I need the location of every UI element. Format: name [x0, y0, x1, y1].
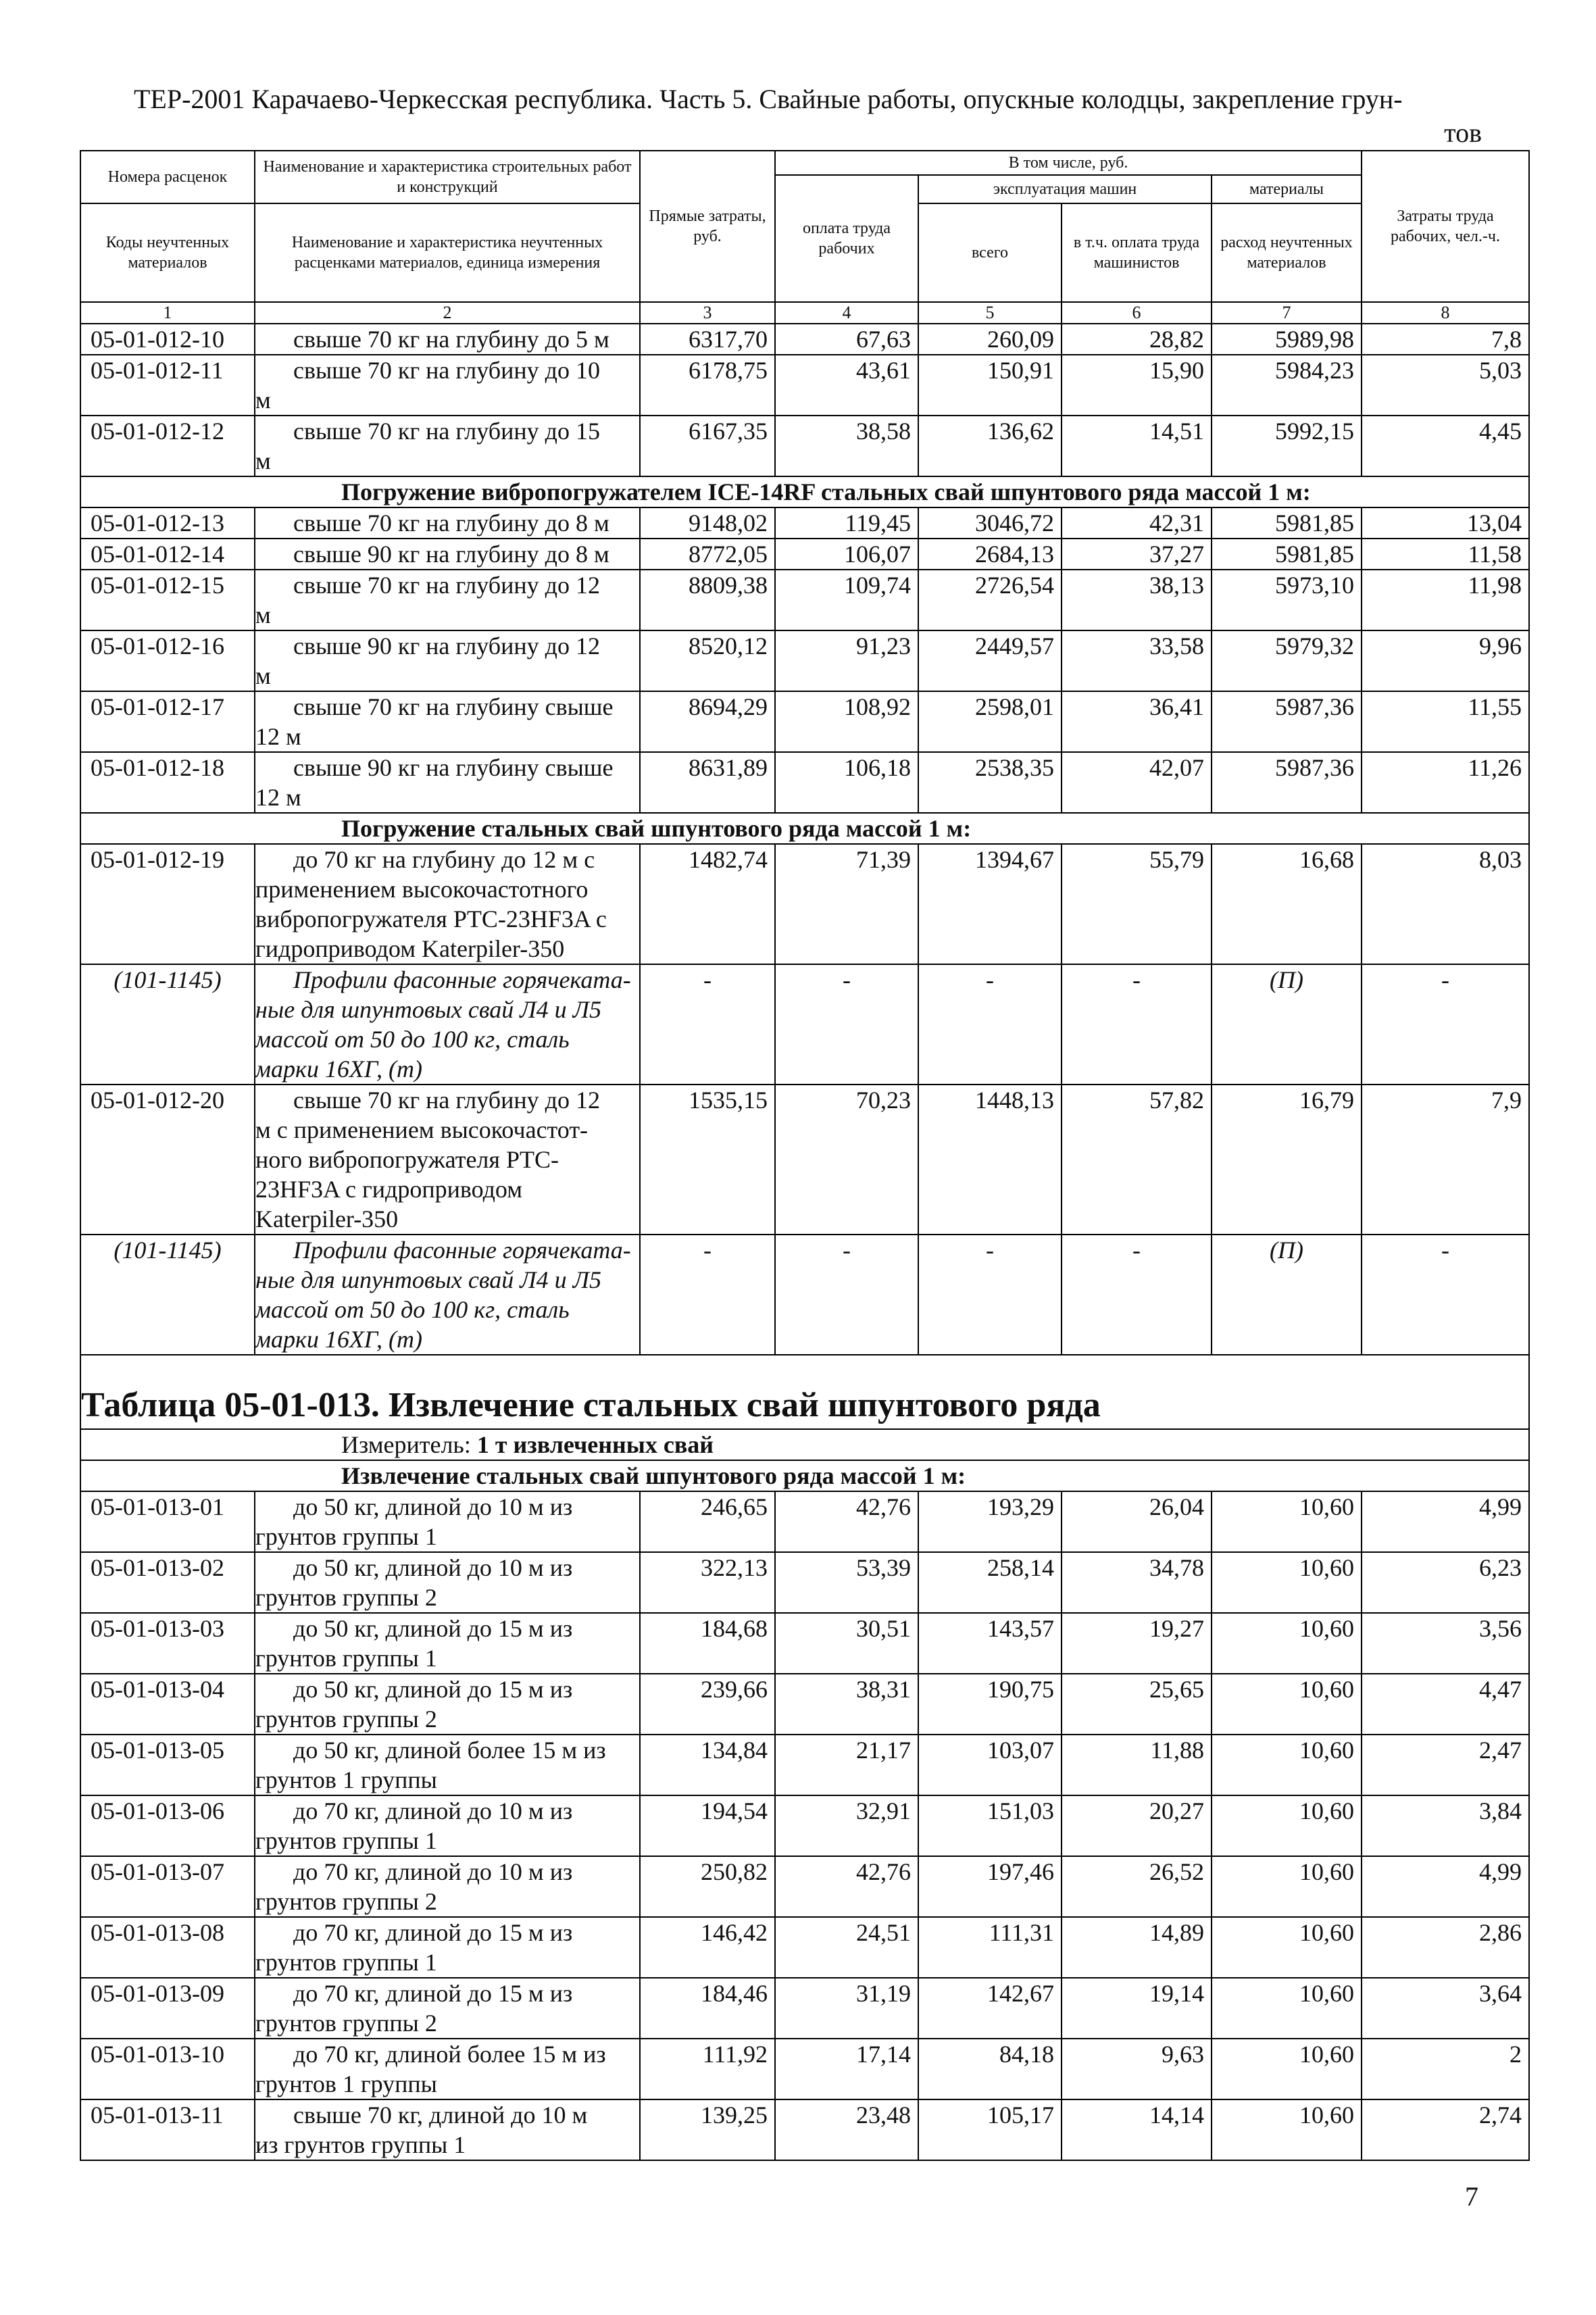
- labor-pay: 38,31: [775, 1674, 918, 1735]
- rate-code: 05-01-012-17: [80, 691, 255, 752]
- work-name: свыше 90 кг на глубину до 8 м: [255, 539, 640, 570]
- rate-code: 05-01-012-16: [80, 630, 255, 691]
- work-name: до 70 кг, длиной до 15 м из грунтов группы 1: [255, 1917, 640, 1978]
- labor-pay: 23,48: [775, 2099, 918, 2160]
- header-labor-costs: Затраты труда рабочих, чел.-ч.: [1362, 151, 1529, 302]
- rate-code: 05-01-012-13: [80, 507, 255, 539]
- materials: 5989,98: [1212, 324, 1362, 355]
- labor-hours: 2,86: [1362, 1917, 1529, 1978]
- materials: 5984,23: [1212, 355, 1362, 416]
- labor-pay: 109,74: [775, 570, 918, 630]
- table-row: [80, 630, 1529, 691]
- measure-label: Измеритель:: [341, 1431, 471, 1458]
- labor-pay: 71,39: [775, 844, 918, 964]
- direct-costs: 6167,35: [640, 416, 775, 476]
- labor-pay: 91,23: [775, 630, 918, 691]
- table-row: [80, 1856, 1529, 1917]
- work-name: до 50 кг, длиной до 15 м из грунтов группы 2: [255, 1674, 640, 1735]
- operators-pay: 11,88: [1062, 1735, 1212, 1795]
- machine-total: 142,67: [918, 1978, 1062, 2039]
- header-work-name: Наименование и характеристика строительных работ и конструкций: [255, 151, 640, 203]
- page-title-tail: тов: [1444, 118, 1482, 148]
- work-name: свыше 70 кг, длиной до 10 м из грунтов группы 1: [255, 2099, 640, 2160]
- operators-pay: 14,51: [1062, 416, 1212, 476]
- rate-code: 05-01-013-04: [80, 1674, 255, 1735]
- work-name: до 50 кг, длиной более 15 м из грунтов 1 группы: [255, 1735, 640, 1795]
- table-row: [80, 691, 1529, 752]
- materials: 5992,15: [1212, 416, 1362, 476]
- section-steel-row: [80, 813, 1529, 844]
- column-number: 6: [1062, 302, 1212, 324]
- header-machine-operation: эксплуатация машин: [918, 175, 1212, 203]
- labor-pay: 21,17: [775, 1735, 918, 1795]
- labor-pay: 30,51: [775, 1613, 918, 1674]
- direct-costs: 8809,38: [640, 570, 775, 630]
- page-title: [134, 82, 1482, 150]
- rate-code: 05-01-013-02: [80, 1552, 255, 1613]
- direct-costs: 111,92: [640, 2039, 775, 2099]
- table-row: [80, 507, 1529, 539]
- section-heading: Извлечение стальных свай шпунтового ряда массой 1 м:: [80, 1460, 1529, 1491]
- work-name: свыше 70 кг на глубину до 10 м: [255, 355, 640, 416]
- rates-table-frame: [80, 150, 1528, 2161]
- labor-hours: 4,45: [1362, 416, 1529, 476]
- direct-costs: 8694,29: [640, 691, 775, 752]
- operators-pay: 34,78: [1062, 1552, 1212, 1613]
- material-code: (101-1145): [80, 1235, 255, 1355]
- machine-total: 3046,72: [918, 507, 1062, 539]
- materials: 10,60: [1212, 1491, 1362, 1552]
- header-labor-pay: оплата труда рабочих: [775, 175, 918, 302]
- rate-code: 05-01-013-09: [80, 1978, 255, 2039]
- operators-pay: 42,07: [1062, 752, 1212, 813]
- work-name: до 50 кг, длиной до 10 м из грунтов группы 2: [255, 1552, 640, 1613]
- rate-code: 05-01-013-06: [80, 1795, 255, 1856]
- material-name: Профили фасонные горячеката- ные для шпунтовых свай Л4 и Л5 массой от 50 до 100 кг, сталь марки 16ХГ, (т): [255, 1235, 640, 1355]
- work-name: свыше 70 кг на глубину до 5 м: [255, 324, 640, 355]
- dash-cell: -: [775, 1235, 918, 1355]
- machine-total: 105,17: [918, 2099, 1062, 2160]
- table-row: [80, 1978, 1529, 2039]
- material-code: (101-1145): [80, 964, 255, 1085]
- operators-pay: 37,27: [1062, 539, 1212, 570]
- direct-costs: 8772,05: [640, 539, 775, 570]
- table-row: [80, 416, 1529, 476]
- dash-cell: -: [1062, 964, 1212, 1085]
- work-name: свыше 70 кг на глубину до 15 м: [255, 416, 640, 476]
- section-ice-row: [80, 476, 1529, 507]
- table-row: [80, 324, 1529, 355]
- operators-pay: 36,41: [1062, 691, 1212, 752]
- materials: 10,60: [1212, 1978, 1362, 2039]
- machine-total: 2726,54: [918, 570, 1062, 630]
- materials: 10,60: [1212, 2039, 1362, 2099]
- table-row: [80, 1674, 1529, 1735]
- work-name: свыше 90 кг на глубину свыше 12 м: [255, 752, 640, 813]
- labor-pay: 67,63: [775, 324, 918, 355]
- table-title: Таблица 05-01-013. Извлечение стальных свай шпунтового ряда: [80, 1355, 1529, 1429]
- rate-code: 05-01-013-08: [80, 1917, 255, 1978]
- labor-pay: 24,51: [775, 1917, 918, 1978]
- dash-cell: -: [775, 964, 918, 1085]
- rate-code: 05-01-013-03: [80, 1613, 255, 1674]
- column-number: 1: [80, 302, 255, 324]
- section-heading: Погружение вибропогружателем ICE-14RF стальных свай шпунтового ряда массой 1 м:: [80, 476, 1529, 507]
- rate-code: 05-01-012-12: [80, 416, 255, 476]
- machine-total: 103,07: [918, 1735, 1062, 1795]
- rate-code: 05-01-012-10: [80, 324, 255, 355]
- material-name: Профили фасонные горячеката- ные для шпунтовых свай Л4 и Л5 массой от 50 до 100 кг, сталь марки 16ХГ, (т): [255, 964, 640, 1085]
- operators-pay: 38,13: [1062, 570, 1212, 630]
- labor-pay: 70,23: [775, 1085, 918, 1235]
- direct-costs: 146,42: [640, 1917, 775, 1978]
- materials: 5987,36: [1212, 752, 1362, 813]
- labor-hours: 2,47: [1362, 1735, 1529, 1795]
- labor-pay: 43,61: [775, 355, 918, 416]
- operators-pay: 33,58: [1062, 630, 1212, 691]
- operators-pay: 26,52: [1062, 1856, 1212, 1917]
- rates-table: [80, 150, 1530, 2161]
- operators-pay: 26,04: [1062, 1491, 1212, 1552]
- rate-code: 05-01-013-05: [80, 1735, 255, 1795]
- operators-pay: 15,90: [1062, 355, 1212, 416]
- operators-pay: 28,82: [1062, 324, 1212, 355]
- machine-total: 258,14: [918, 1552, 1062, 1613]
- direct-costs: 8631,89: [640, 752, 775, 813]
- labor-hours: 11,26: [1362, 752, 1529, 813]
- header-including: В том числе, руб.: [775, 151, 1362, 175]
- operators-pay: 42,31: [1062, 507, 1212, 539]
- materials: 5973,10: [1212, 570, 1362, 630]
- operators-pay: 19,14: [1062, 1978, 1212, 2039]
- column-number: 3: [640, 302, 775, 324]
- work-name: до 70 кг на глубину до 12 м с применением высокочастотного вибропогружателя PTC-23HF3A с гидроприводом Katerpiler-350: [255, 844, 640, 964]
- materials: 10,60: [1212, 2099, 1362, 2160]
- header-direct-costs: Прямые затраты, руб.: [640, 151, 775, 302]
- labor-hours: 2,74: [1362, 2099, 1529, 2160]
- operators-pay: 25,65: [1062, 1674, 1212, 1735]
- operators-pay: 20,27: [1062, 1795, 1212, 1856]
- rate-code: 05-01-012-19: [80, 844, 255, 964]
- machine-total: 190,75: [918, 1674, 1062, 1735]
- machine-total: 143,57: [918, 1613, 1062, 1674]
- labor-hours: 5,03: [1362, 355, 1529, 416]
- rows-group-c: [80, 1491, 1529, 2160]
- work-name: до 70 кг, длиной до 10 м из грунтов группы 2: [255, 1856, 640, 1917]
- labor-pay: 31,19: [775, 1978, 918, 2039]
- direct-costs: 322,13: [640, 1552, 775, 1613]
- machine-total: 151,03: [918, 1795, 1062, 1856]
- direct-costs: 246,65: [640, 1491, 775, 1552]
- direct-costs: 6317,70: [640, 324, 775, 355]
- dash-cell: -: [918, 964, 1062, 1085]
- labor-hours: 4,99: [1362, 1856, 1529, 1917]
- rate-code: 05-01-013-07: [80, 1856, 255, 1917]
- machine-total: 193,29: [918, 1491, 1062, 1552]
- labor-hours: 9,96: [1362, 630, 1529, 691]
- operators-pay: 14,14: [1062, 2099, 1212, 2160]
- table-row: [80, 1795, 1529, 1856]
- rate-row-19: [80, 844, 1529, 1085]
- table-row: [80, 1917, 1529, 1978]
- materials: 10,60: [1212, 1795, 1362, 1856]
- machine-total: 1448,13: [918, 1085, 1062, 1235]
- header-materials: материалы: [1212, 175, 1362, 203]
- machine-total: 136,62: [918, 416, 1062, 476]
- column-number: 8: [1362, 302, 1529, 324]
- materials: 5987,36: [1212, 691, 1362, 752]
- labor-hours: 4,47: [1362, 1674, 1529, 1735]
- direct-costs: 139,25: [640, 2099, 775, 2160]
- work-name: до 70 кг, длиной до 15 м из грунтов группы 2: [255, 1978, 640, 2039]
- labor-pay: 108,92: [775, 691, 918, 752]
- section-extraction-row: [80, 1460, 1529, 1491]
- labor-hours: 8,03: [1362, 844, 1529, 964]
- work-name: свыше 70 кг на глубину до 12 м с применением высокочастот- ного вибропогружателя PTC- 23HF3A с гидроприводом Katerpiler-350: [255, 1085, 640, 1235]
- work-name: свыше 70 кг на глубину до 8 м: [255, 507, 640, 539]
- direct-costs: 1535,15: [640, 1085, 775, 1235]
- column-number-row: [80, 302, 1529, 324]
- table-row: [80, 1735, 1529, 1795]
- rate-code: 05-01-012-11: [80, 355, 255, 416]
- labor-hours: 11,58: [1362, 539, 1529, 570]
- labor-hours: 3,56: [1362, 1613, 1529, 1674]
- rate-code: 05-01-013-01: [80, 1491, 255, 1552]
- page-title-text: ТЕР-2001 Карачаево-Черкесская республика. Часть 5. Свайные работы, опускные колодцы, закрепление грун-: [134, 84, 1403, 114]
- labor-hours: 4,99: [1362, 1491, 1529, 1552]
- materials: 16,79: [1212, 1085, 1362, 1235]
- table-header: [80, 151, 1529, 302]
- labor-hours: 7,8: [1362, 324, 1529, 355]
- direct-costs: 239,66: [640, 1674, 775, 1735]
- header-material-name: Наименование и характеристика неучтенных расценками материалов, единица измерения: [255, 203, 640, 302]
- materials: 10,60: [1212, 1552, 1362, 1613]
- materials: 16,68: [1212, 844, 1362, 964]
- column-number: 4: [775, 302, 918, 324]
- machine-total: 197,46: [918, 1856, 1062, 1917]
- labor-hours: 13,04: [1362, 507, 1529, 539]
- labor-hours: 3,64: [1362, 1978, 1529, 2039]
- work-name: свыше 70 кг на глубину свыше 12 м: [255, 691, 640, 752]
- operators-pay: 57,82: [1062, 1085, 1212, 1235]
- rate-code: 05-01-012-18: [80, 752, 255, 813]
- operators-pay: 19,27: [1062, 1613, 1212, 1674]
- rate-row-20: [80, 1085, 1529, 1355]
- material-flag: (П): [1212, 964, 1362, 1085]
- materials: 10,60: [1212, 1735, 1362, 1795]
- header-unaccounted-materials: расход неучтенных материалов: [1212, 203, 1362, 302]
- materials: 10,60: [1212, 1674, 1362, 1735]
- rate-code: 05-01-013-11: [80, 2099, 255, 2160]
- operators-pay: 55,79: [1062, 844, 1212, 964]
- materials: 5981,85: [1212, 539, 1362, 570]
- labor-pay: 38,58: [775, 416, 918, 476]
- direct-costs: 250,82: [640, 1856, 775, 1917]
- materials: 5979,32: [1212, 630, 1362, 691]
- materials: 10,60: [1212, 1856, 1362, 1917]
- labor-hours: 2: [1362, 2039, 1529, 2099]
- labor-pay: 42,76: [775, 1856, 918, 1917]
- direct-costs: 8520,12: [640, 630, 775, 691]
- labor-hours: 11,98: [1362, 570, 1529, 630]
- column-number: 2: [255, 302, 640, 324]
- labor-hours: 11,55: [1362, 691, 1529, 752]
- machine-total: 2449,57: [918, 630, 1062, 691]
- rows-group-b: [80, 507, 1529, 813]
- section-heading: Погружение стальных свай шпунтового ряда массой 1 м:: [80, 813, 1529, 844]
- materials: 10,60: [1212, 1917, 1362, 1978]
- direct-costs: 184,46: [640, 1978, 775, 2039]
- machine-total: 111,31: [918, 1917, 1062, 1978]
- header-rate-numbers: Номера расценок: [80, 151, 255, 203]
- table-row: [80, 355, 1529, 416]
- rate-code: 05-01-012-15: [80, 570, 255, 630]
- dash-cell: -: [918, 1235, 1062, 1355]
- table-row: [80, 539, 1529, 570]
- table-row: [80, 570, 1529, 630]
- machine-total: 150,91: [918, 355, 1062, 416]
- work-name: свыше 70 кг на глубину до 12 м: [255, 570, 640, 630]
- operators-pay: 14,89: [1062, 1917, 1212, 1978]
- work-name: до 70 кг, длиной до 10 м из грунтов группы 1: [255, 1795, 640, 1856]
- operators-pay: 9,63: [1062, 2039, 1212, 2099]
- header-unaccounted-codes: Коды неучтенных материалов: [80, 203, 255, 302]
- labor-pay: 53,39: [775, 1552, 918, 1613]
- direct-costs: 6178,75: [640, 355, 775, 416]
- table-row: [80, 2099, 1529, 2160]
- table2-heading: [80, 1355, 1529, 1460]
- page-number: 7: [1465, 2181, 1478, 2212]
- table-row: [80, 2039, 1529, 2099]
- machine-total: 2598,01: [918, 691, 1062, 752]
- direct-costs: 9148,02: [640, 507, 775, 539]
- direct-costs: 184,68: [640, 1613, 775, 1674]
- machine-total: 1394,67: [918, 844, 1062, 964]
- direct-costs: 134,84: [640, 1735, 775, 1795]
- work-name: до 50 кг, длиной до 10 м из грунтов группы 1: [255, 1491, 640, 1552]
- measure-line: [80, 1429, 1529, 1460]
- dash-cell: -: [1362, 964, 1529, 1085]
- labor-pay: 119,45: [775, 507, 918, 539]
- column-number: 5: [918, 302, 1062, 324]
- labor-pay: 42,76: [775, 1491, 918, 1552]
- labor-pay: 17,14: [775, 2039, 918, 2099]
- dash-cell: -: [640, 1235, 775, 1355]
- column-number: 7: [1212, 302, 1362, 324]
- rows-group-a: [80, 324, 1529, 476]
- dash-cell: -: [1362, 1235, 1529, 1355]
- materials: 10,60: [1212, 1613, 1362, 1674]
- dash-cell: -: [640, 964, 775, 1085]
- machine-total: 84,18: [918, 2039, 1062, 2099]
- machine-total: 2538,35: [918, 752, 1062, 813]
- labor-hours: 3,84: [1362, 1795, 1529, 1856]
- materials: 5981,85: [1212, 507, 1362, 539]
- labor-pay: 106,18: [775, 752, 918, 813]
- direct-costs: 1482,74: [640, 844, 775, 964]
- header-machine-total: всего: [918, 203, 1062, 302]
- labor-hours: 6,23: [1362, 1552, 1529, 1613]
- machine-total: 2684,13: [918, 539, 1062, 570]
- rate-code: 05-01-012-20: [80, 1085, 255, 1235]
- table-row: [80, 1613, 1529, 1674]
- labor-pay: 32,91: [775, 1795, 918, 1856]
- work-name: свыше 90 кг на глубину до 12 м: [255, 630, 640, 691]
- header-operators-pay: в т.ч. оплата труда машинистов: [1062, 203, 1212, 302]
- work-name: до 70 кг, длиной более 15 м из грунтов 1 группы: [255, 2039, 640, 2099]
- rate-code: 05-01-012-14: [80, 539, 255, 570]
- labor-hours: 7,9: [1362, 1085, 1529, 1235]
- work-name: до 50 кг, длиной до 15 м из грунтов группы 1: [255, 1613, 640, 1674]
- machine-total: 260,09: [918, 324, 1062, 355]
- rate-code: 05-01-013-10: [80, 2039, 255, 2099]
- measure-value: 1 т извлеченных свай: [476, 1431, 714, 1458]
- table-row: [80, 1491, 1529, 1552]
- table-row: [80, 752, 1529, 813]
- material-flag: (П): [1212, 1235, 1362, 1355]
- dash-cell: -: [1062, 1235, 1212, 1355]
- labor-pay: 106,07: [775, 539, 918, 570]
- direct-costs: 194,54: [640, 1795, 775, 1856]
- table-row: [80, 1552, 1529, 1613]
